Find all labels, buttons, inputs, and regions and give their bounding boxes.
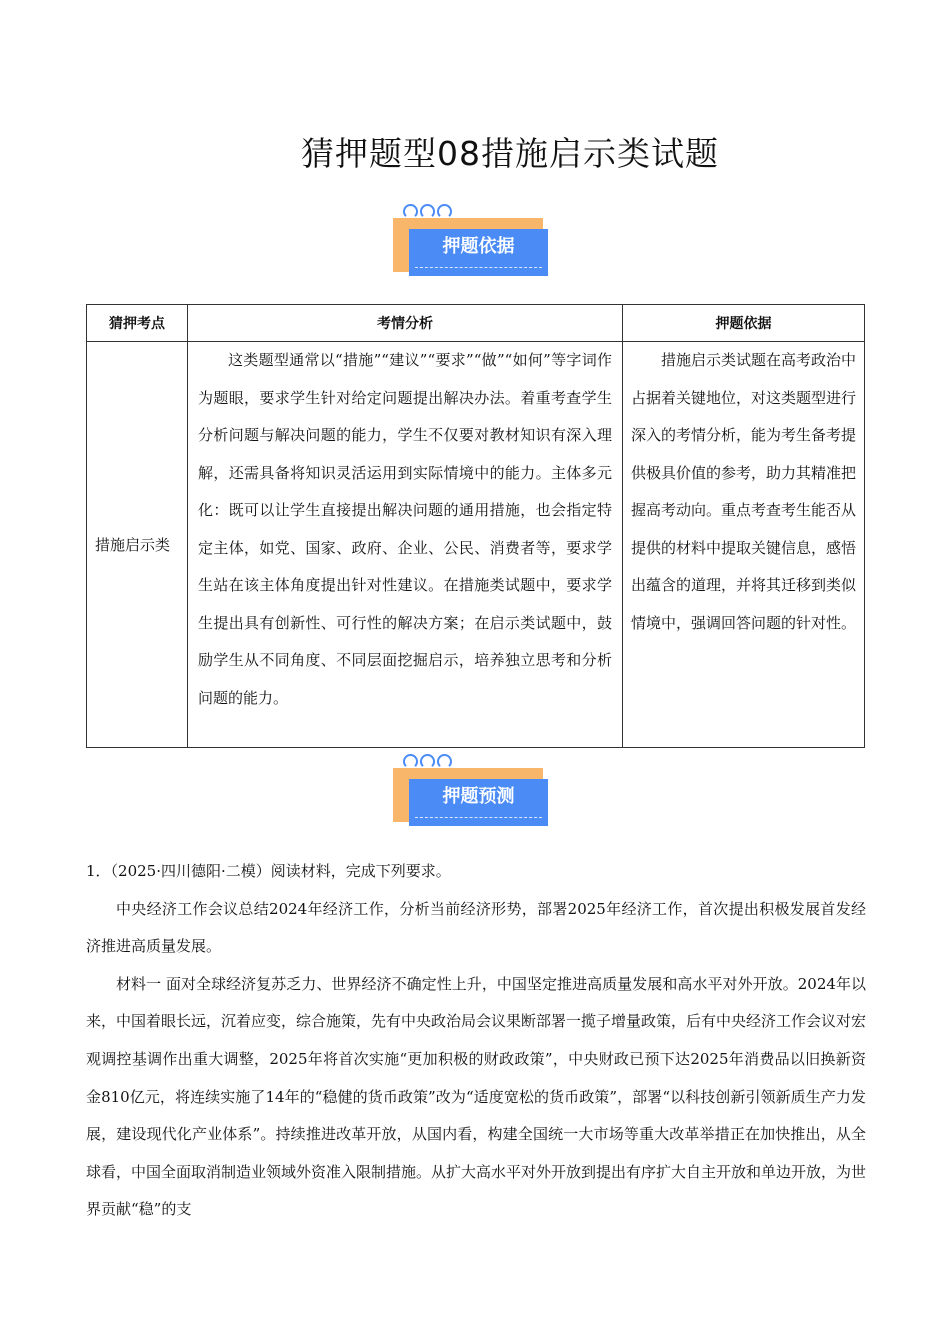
topic-cell: 措施启示类 [87, 342, 188, 748]
table-header-cell: 考情分析 [188, 305, 623, 342]
table-header-cell: 押题依据 [623, 305, 865, 342]
table-row [87, 342, 865, 748]
table-header-row [87, 305, 865, 342]
material-one: 材料一 面对全球经济复苏乏力、世界经济不确定性上升，中国坚定推进高质量发展和高水平对外开放。2024年以来，中国着眼长远，沉着应变，综合施策，先有中央政治局会议果断部署一揽子增量政策，后有中央经济工作会议对宏观调控基调作出重大调整，2025年将首次实施“更加积极的财政政策”，中央财政已预下达2025年消费品以旧换新资金810亿元，将连续实施了14年的“稳健的货币政策”改为“适度宽松的货币政策”，部署“以科技创新引领新质生产力发展，建设现代化产业体系”。持续推进改革开放，从国内看，构建全国统一大市场等重大改革举措正在加快推出，从全球看，中国全面取消制造业领域外资准入限制措施。从扩大高水平对外开放到提出有序扩大自主开放和单边开放，为世界贡献“稳”的支 [86, 974, 867, 1219]
analysis-cell: 这类题型通常以“措施”“建议”“要求”“做”“如何”等字词作为题眼，要求学生针对给定问题提出解决办法。着重考查学生分析问题与解决问题的能力，学生不仅要对教材知识有深入理解，还需具备将知识灵活运用到实际情境中的能力。主体多元化：既可以让学生直接提出解决问题的通用措施，也会指定特定主体，如党、国家、政府、企业、公民、消费者等，要求学生站在该主体角度提出针对性建议。在措施类试题中，要求学生提出具有创新性、可行性的解决方案；在启示类试题中，鼓励学生从不同角度、不同层面挖掘启示，培养独立思考和分析问题的能力。 [188, 342, 623, 748]
basis-cell: 措施启示类试题在高考政治中占据着关键地位，对这类题型进行深入的考情分析，能为考生备考提供极具价值的参考，助力其精准把握高考动向。重点考查考生能否从提供的材料中提取关键信息，感悟出蕴含的道理，并将其迁移到类似情境中，强调回答问题的针对性。 [623, 342, 865, 748]
badge-label: 押题依据 [442, 236, 515, 257]
section-badge-basis [393, 204, 563, 284]
page-title: 猜押题型08措施启示类试题 [301, 134, 719, 173]
question-header: 1．（2025·四川德阳·二模）阅读材料，完成下列要求。 [86, 862, 451, 880]
section-badge-prediction [393, 754, 563, 834]
analysis-table [86, 304, 865, 748]
question-intro: 中央经济工作会议总结2024年经济工作，分析当前经济形势，部署2025年经济工作，首次提出积极发展首发经济推进高质量发展。 [86, 899, 866, 956]
question-block [86, 853, 866, 1229]
table-header-cell: 猜押考点 [87, 305, 188, 342]
badge-label: 押题预测 [442, 786, 515, 807]
